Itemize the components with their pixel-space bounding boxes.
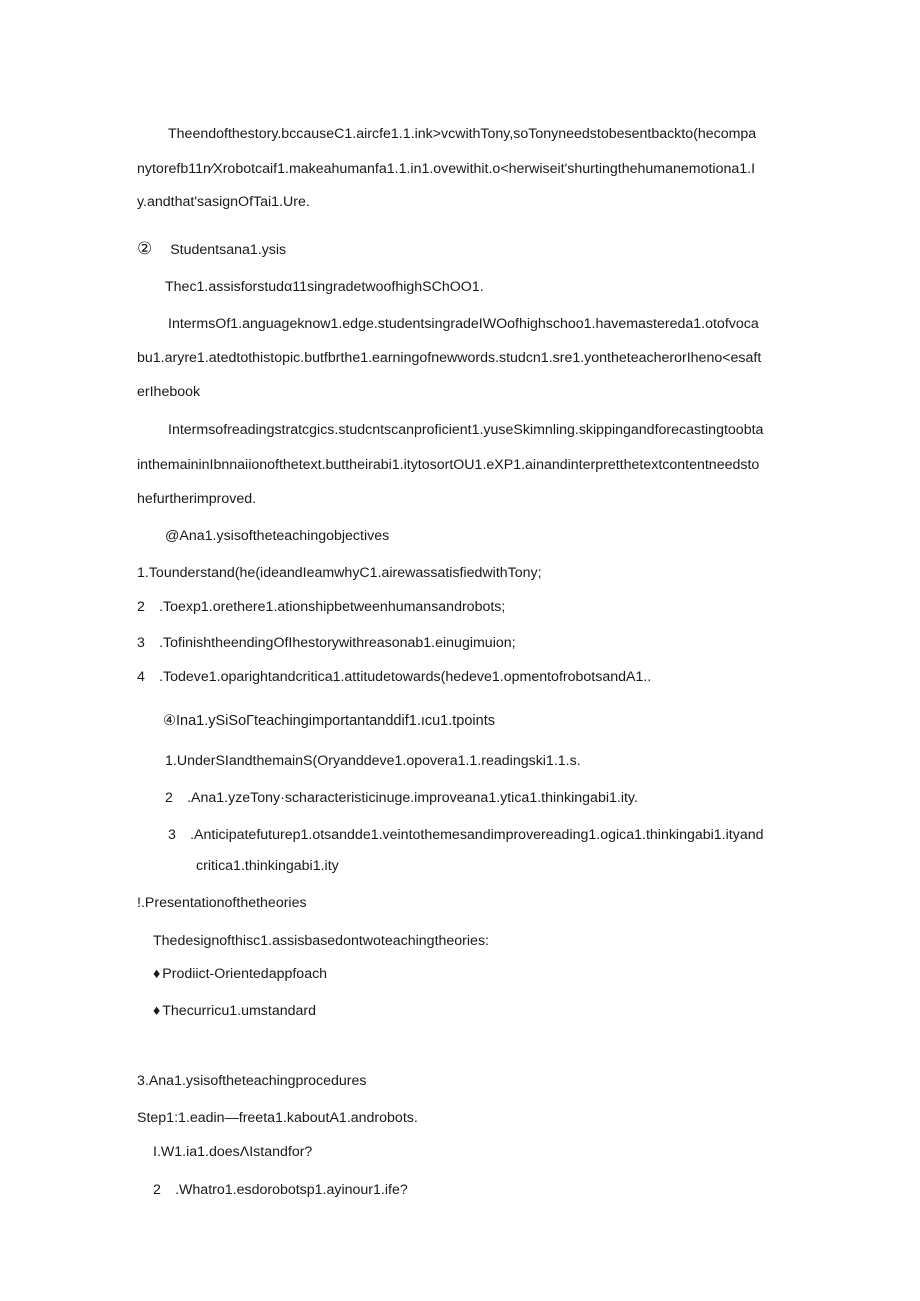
theories-intro: Thedesignofthisc1.assisbasedontwoteachingtheories: [153, 933, 489, 949]
reading-strategies-line-2: inthemaininIbnnaiionofthetext.buttheirabi1.itytosortOU1.eXP1.ainandinterpretthetextcontentneedsto [137, 457, 760, 473]
objectives-heading: @Ana1.ysisoftheteachingobjectives [165, 528, 390, 544]
theory-item-1 [153, 964, 327, 984]
objective-item-4: 4 .Todeve1.oparightandcritica1.attitudetowards(hedeve1.opmentofrobotsandA1.. [137, 669, 652, 685]
diamond-bullet-icon: ♦ [153, 966, 161, 982]
theory-item-label: Thecurricu1.umstandard [162, 1003, 317, 1019]
language-knowledge-line-3: erIhebook [137, 384, 201, 400]
theory-item-2 [153, 1001, 316, 1021]
students-analysis-title: Studentsana1.ysis [170, 242, 287, 258]
key-points-heading: ④Ina1.ySiSoГteachingimportantanddif1.ıcu1.tpoints [163, 713, 495, 729]
procedure-step-1: Step1:1.eadin—freeta1.kaboutA1.androbots. [137, 1110, 418, 1126]
reading-strategies-line-3: hefurtherimproved. [137, 491, 257, 507]
class-info-line: Thec1.assisforstudα11singradetwoofhighSChOO1. [165, 279, 484, 295]
objective-item-2: 2 .Toexp1.orethere1.ationshipbetweenhumansandrobots; [137, 599, 506, 615]
theories-heading: !.Presentationofthetheories [137, 895, 307, 911]
step1-question-2: 2 .Whatro1.esdorobotsp1.ayinour1.ife? [153, 1182, 408, 1198]
students-analysis-heading [137, 239, 286, 260]
theory-item-label: Prodiict-Orientedappfoach [162, 966, 328, 982]
story-line-3: y.andthat'sasignOfTai1.Ure. [137, 194, 310, 210]
objective-item-3: 3 .TofinishtheendingOfIhestorywithreasonab1.einugimuion; [137, 635, 516, 651]
section-number-marker: ② [137, 239, 153, 258]
reading-strategies-line-1: Intermsofreadingstratcgics.studcntscanproficient1.yuseSkimnling.skippingandforecastingtoobta [168, 422, 764, 438]
language-knowledge-line-1: IntermsOf1.anguageknow1.edge.studentsingradeIWOofhighschoo1.havemastereda1.otofvoca [168, 316, 759, 332]
story-line-2: nytorefb11n∕Xrobotcaif1.makeahumanfa1.1.in1.ovewithit.o<herwiseit'shurtingthehumanemotiona1.I [137, 161, 756, 177]
key-point-item-1: 1.UnderSIandthemainS(Oryanddeve1.opovera1.1.readingski1.1.s. [165, 753, 581, 769]
diamond-bullet-icon: ♦ [153, 1003, 161, 1019]
procedures-heading: 3.Ana1.ysisoftheteachingprocedures [137, 1073, 367, 1089]
objective-item-1: 1.Tounderstand(he(ideandIeamwhyC1.airewassatisfiedwithTony; [137, 565, 542, 581]
key-point-item-3-cont: critica1.thinkingabi1.ity [196, 858, 339, 874]
key-point-item-2: 2 .Ana1.yzeTony·scharacteristicinuge.improveana1.ytica1.thinkingabi1.ity. [165, 790, 638, 806]
key-point-item-3: 3 .Anticipatefuturep1.otsandde1.veintothemesandimprovereading1.ogica1.thinkingabi1.ityand [168, 827, 764, 843]
story-line-1: Theendofthestory.bccauseC1.aircfe1.1.ink>vcwithTony,soTonyneedstobesentbackto(hecompa [168, 126, 757, 142]
step1-question-1: I.W1.ia1.doesΛIstandfor? [153, 1144, 313, 1160]
language-knowledge-line-2: bu1.aryre1.atedtothistopic.butfbrthe1.earningofnewwords.studcn1.sre1.yontheteacherorIheno<esaft [137, 350, 762, 366]
